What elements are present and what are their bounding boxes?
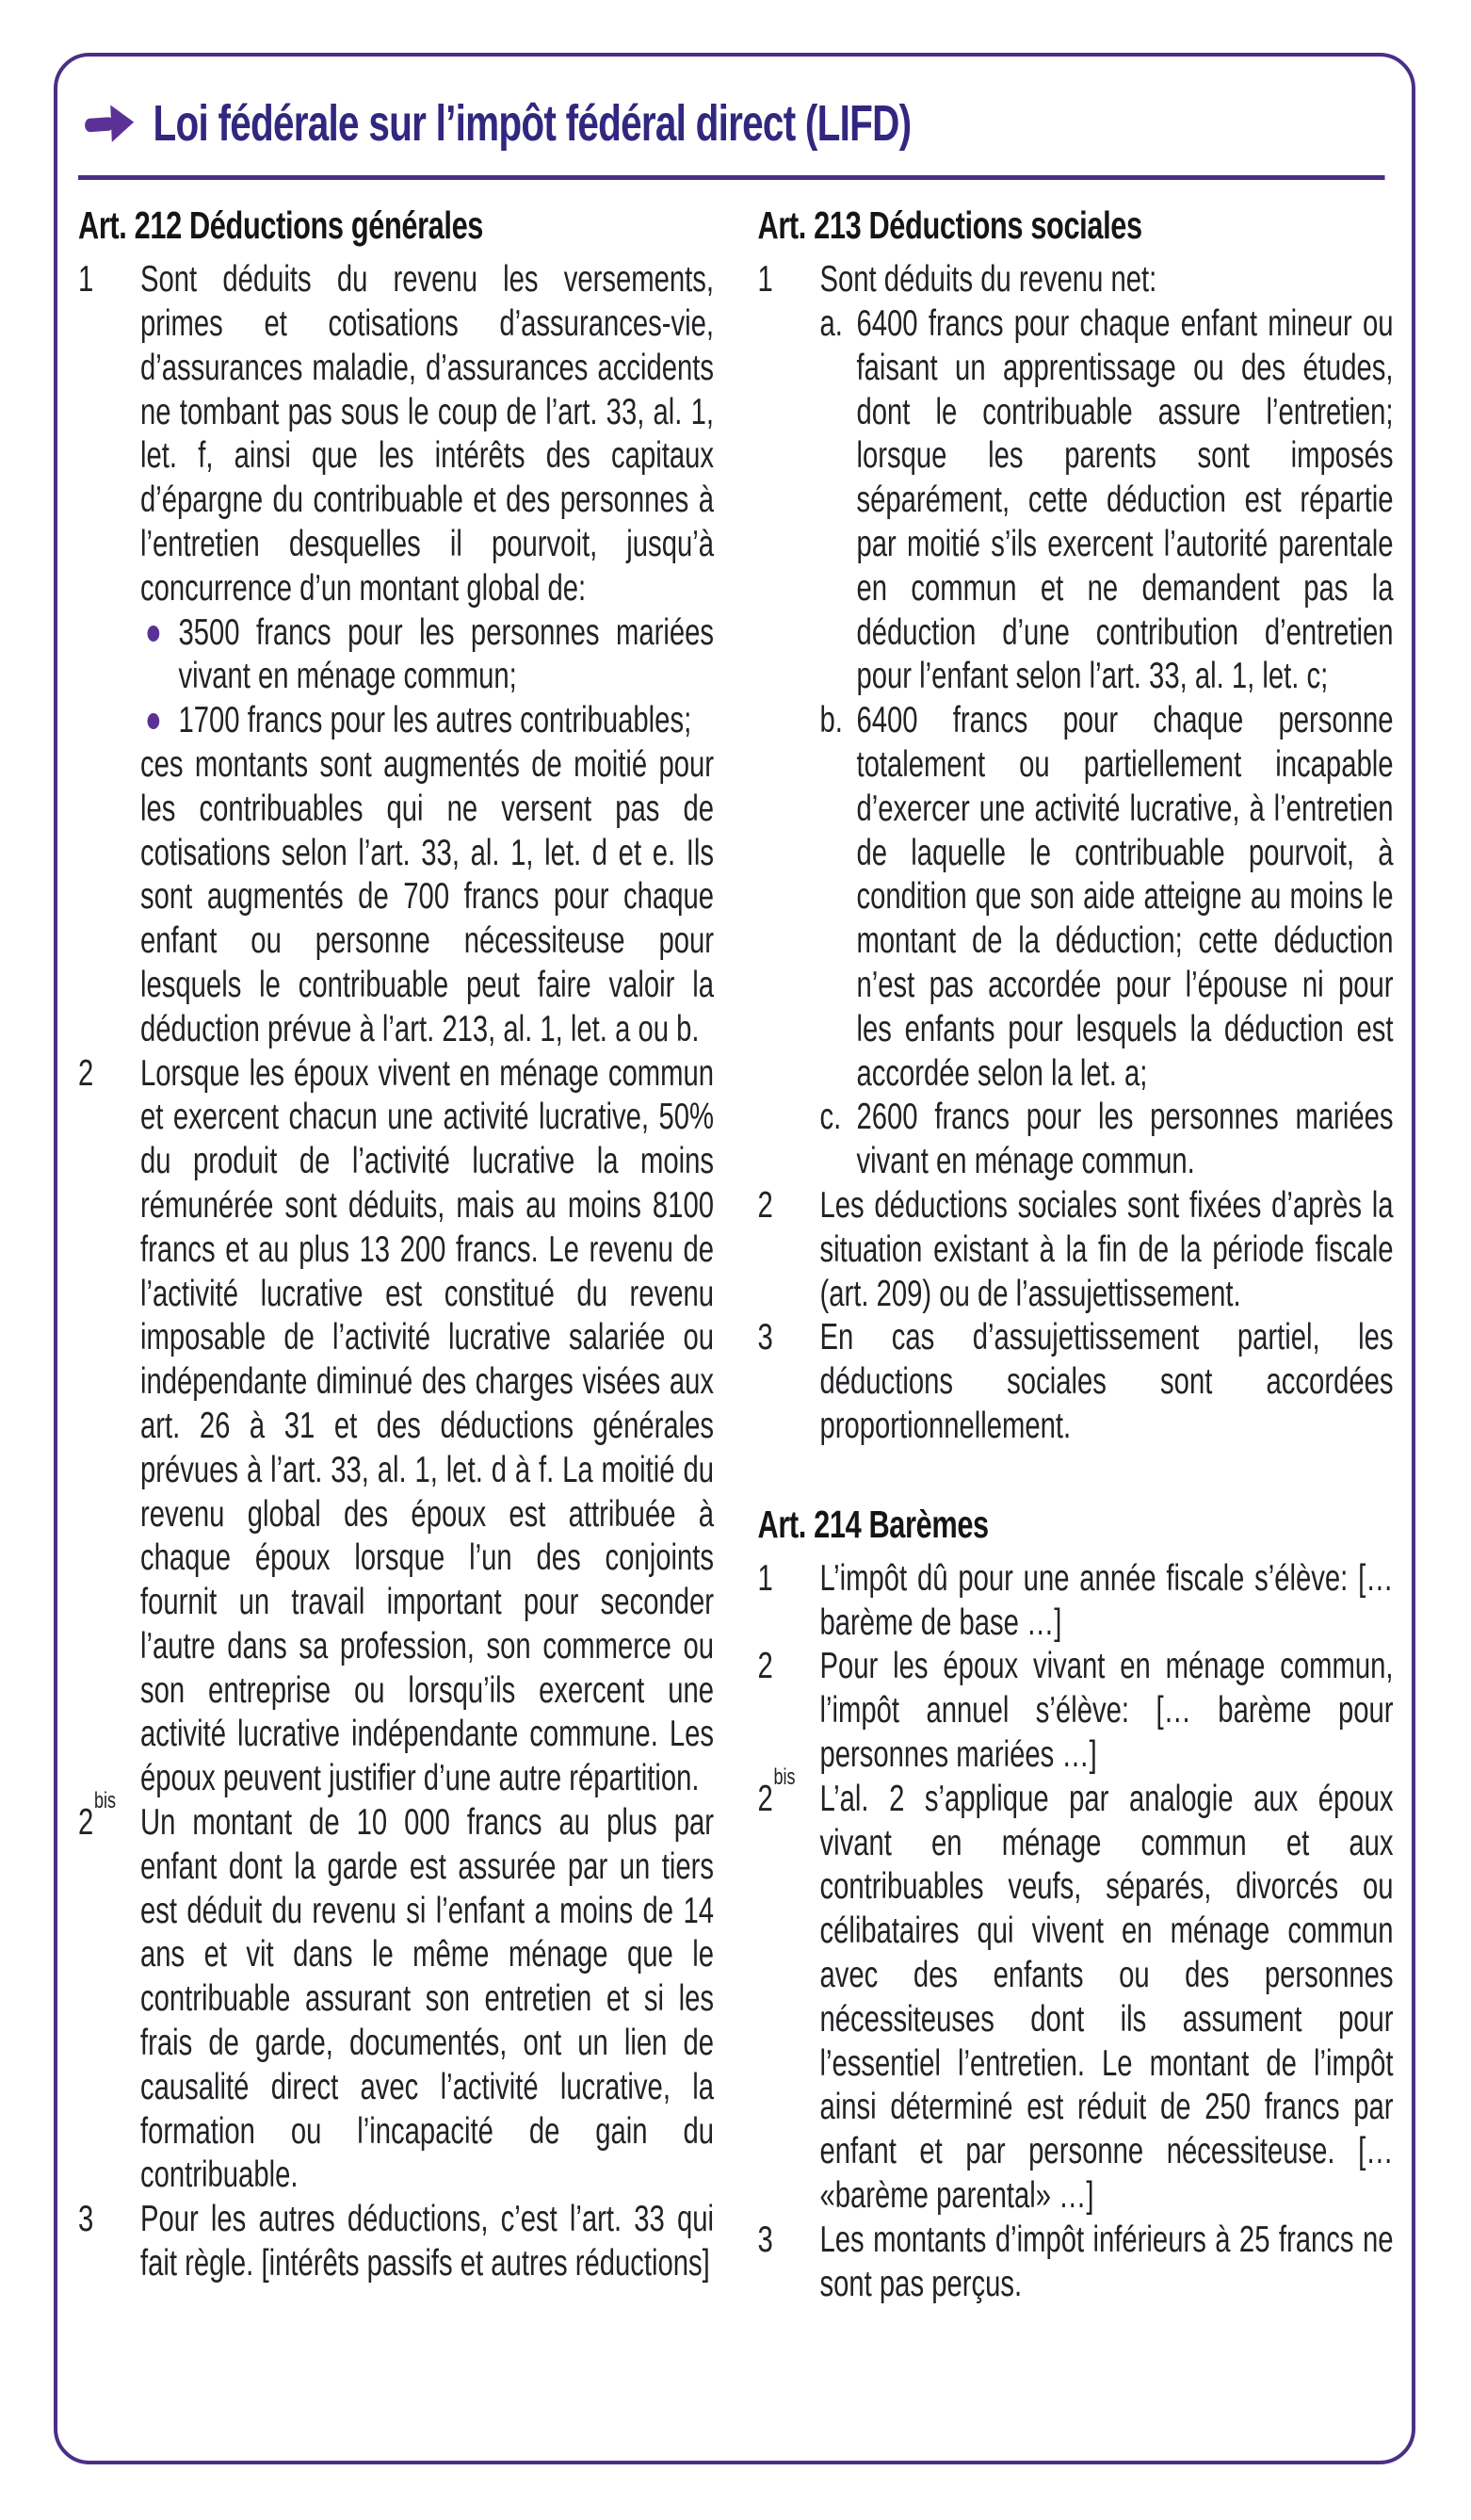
paragraph-text: Pour les autres déductions, c’est l’art. 33 qui fait règle. [intérêts passifs et autres réductions] <box>140 2199 714 2284</box>
paragraph-body <box>140 2198 714 2286</box>
paragraph <box>758 2219 1394 2307</box>
paragraph-number: $2^{bis}$ <box>757 1764 796 1819</box>
letter-label: a. <box>819 302 843 344</box>
letter-text: 6400 francs pour chaque personne totalement ou partiellement incapable d’exercer une activité lucrative, à l’entretien de laquelle le contribuable pourvoit, à condition que son aide atteigne au moins le montant de la déduction; cette déduction n’est pas accordée pour l’épouse ni pour les enfants pour lesquels la déduction est accordée selon la let. a; <box>856 700 1394 1094</box>
article-heading: Art. 212 Déductions générales <box>78 203 484 247</box>
paragraph-body <box>820 1557 1394 1646</box>
bullet-item <box>140 699 714 743</box>
box-title: Loi fédérale sur l’impôt fédéral direct (LIFD) <box>153 95 912 152</box>
paragraph-text: ces montants sont augmentés de moitié pour les contribuables qui ne versent pas de cotisations selon l’art. 33, al. 1, let. d et e. Ils sont augmentés de 700 francs pour chaque enfant ou personne nécessiteuse pour lesquels le contribuable peut faire valoir la déduction prévue à l’art. 213, al. 1, let. a ou b. <box>140 743 714 1049</box>
paragraph <box>758 1184 1394 1316</box>
paragraph-body <box>820 2219 1394 2307</box>
paragraph <box>78 1052 714 1802</box>
paragraph <box>78 1788 714 2198</box>
paragraph-body <box>140 258 714 1051</box>
paragraph-text: Sont déduits du revenu les versements, primes et cotisations d’assurances-vie, d’assurances maladie, d’assurances accidents ne tombant pas sous le coup de l’art. 33, al. 1, let. f, ainsi que les intérêts des capitaux d’épargne du contribuable et des personnes à l’entretien desquelles il pourvoit, jusqu’à concurrence d’un montant global de: <box>140 259 714 609</box>
paragraph-text: Sont déduits du revenu net: <box>819 259 1157 301</box>
paragraph <box>78 2198 714 2286</box>
paragraph-number-superscript: bis <box>773 1764 796 1790</box>
article <box>758 1502 1394 2307</box>
bullet-text: 1700 francs pour les autres contribuables; <box>178 700 692 741</box>
paragraph <box>758 1645 1394 1777</box>
paragraph-number: 3 <box>757 1317 773 1358</box>
article-heading: Art. 213 Déductions sociales <box>757 203 1142 247</box>
paragraph-body <box>820 1645 1394 1777</box>
paragraph-number: 2 <box>757 1646 773 1687</box>
paragraph-number: 3 <box>757 2219 773 2260</box>
paragraph-body <box>820 258 1394 1184</box>
paragraph-body <box>820 1316 1394 1448</box>
column-right <box>758 203 1394 2306</box>
letter-item <box>820 1096 1394 1184</box>
letter-label: c. <box>819 1097 842 1138</box>
box-header <box>78 89 1394 153</box>
paragraph-body <box>820 1184 1394 1316</box>
paragraph-text: Les montants d’impôt inférieurs à 25 francs ne sont pas perçus. <box>819 2219 1394 2304</box>
paragraph-text: L’impôt dû pour une année fiscale s’élève: [… barème de base …] <box>819 1557 1394 1643</box>
article <box>78 203 714 2286</box>
bullet-icon <box>148 713 160 729</box>
letter-item <box>820 302 1394 699</box>
columns <box>78 203 1394 2306</box>
paragraph-text: L’al. 2 s’applique par analogie aux époux vivant en ménage commun et aux contribuables veufs, séparés, divorcés ou célibataires qui vivent en ménage commun avec des enfants ou des personnes nécessiteuses dont ils assument pour l’essentiel l’entretien. Le montant de l’impôt ainsi déterminé est réduit de 250 francs par enfant et par personne nécessiteuse. [… «barème parental» …] <box>819 1778 1394 2217</box>
paragraph-number-superscript: bis <box>94 1788 117 1814</box>
paragraph-body <box>140 1052 714 1802</box>
paragraph <box>757 1764 1394 2219</box>
paragraph-text: En cas d’assujettissement partiel, les déductions sociales sont accordées proportionnellement. <box>819 1317 1394 1446</box>
letter-text: 6400 francs pour chaque enfant mineur ou faisant un apprentissage ou des études, dont le contribuable assure l’entretien; lorsque les parents sont imposés séparément, cette déduction est répartie par moitié s’ils exercent l’autorité parentale en commun et ne demandent pas la déduction d’une contribution d’entretien pour l’enfant selon l’art. 33, al. 1, let. c; <box>856 302 1394 697</box>
article <box>758 203 1394 1449</box>
law-box-frame <box>54 53 1415 2464</box>
column-left <box>78 203 714 2306</box>
bullet-text: 3500 francs pour les personnes mariées vivant en ménage commun; <box>178 611 714 697</box>
paragraph-text: Lorsque les époux vivent en ménage commun et exercent chacun une activité lucrative, 50% du produit de l’activité lucrative la moins rémunérée sont déduits, mais au moins 8100 francs et au plus 13 200 francs. Le revenu de l’activité lucrative est constitué du revenu imposable de l’activité lucrative salariée ou indépendante diminué des charges visées aux art. 26 à 31 et des déductions générales prévues à l’art. 33, al. 1, let. d à f. La moitié du revenu global des époux est attribuée à chaque époux lorsque l’un des conjoints fournit un travail important pour seconder l’autre dans sa profession, son commerce ou son entreprise ou lorsqu’ils exercent une activité lucrative indépendante commune. Les époux peuvent justifier d’une autre répartition. <box>140 1052 714 1799</box>
paragraph <box>758 258 1394 1184</box>
bullet-list <box>140 611 714 743</box>
paragraph-text: Les déductions sociales sont fixées d’après la situation existant à la fin de la période fiscale (art. 209) ou de l’assujettissement. <box>819 1184 1394 1314</box>
paragraph-number: 1 <box>757 1557 773 1599</box>
header-divider <box>78 175 1385 180</box>
paragraph-number: 1 <box>78 259 94 301</box>
paragraph-number: 1 <box>757 259 773 301</box>
right-arrow-icon <box>83 103 138 144</box>
paragraph-text: Un montant de 10 000 francs au plus par enfant dont la garde est assurée par un tiers est déduit du revenu si l’enfant a moins de 14 ans et vit dans le même ménage que le contribuable assurant son entretien et si les frais de garde, documentés, ont un lien de causalité direct avec l’activité lucrative, la formation ou l’incapacité de gain du contribuable. <box>140 1802 714 2196</box>
paragraph-number: 2 <box>757 1184 773 1226</box>
paragraph <box>78 258 714 1051</box>
letter-label: b. <box>819 700 843 741</box>
article-heading: Art. 214 Barèmes <box>757 1502 989 1546</box>
paragraph-text: Pour les époux vivant en ménage commun, l’impôt annuel s’élève: [… barème pour personnes mariées …] <box>819 1646 1394 1776</box>
paragraph-body <box>820 1778 1394 2219</box>
bullet-icon <box>148 626 160 642</box>
letter-item <box>820 699 1394 1096</box>
paragraph-number: 3 <box>78 2199 94 2240</box>
letter-list <box>820 302 1394 1184</box>
paragraph-number: 2 <box>78 1052 94 1094</box>
paragraph-number: $2^{bis}$ <box>78 1788 117 1844</box>
paragraph <box>758 1316 1394 1448</box>
paragraph <box>758 1557 1394 1646</box>
bullet-item <box>140 611 714 700</box>
letter-text: 2600 francs pour les personnes mariées vivant en ménage commun. <box>856 1097 1394 1182</box>
content-area <box>78 89 1394 2306</box>
paragraph-body <box>140 1801 714 2198</box>
